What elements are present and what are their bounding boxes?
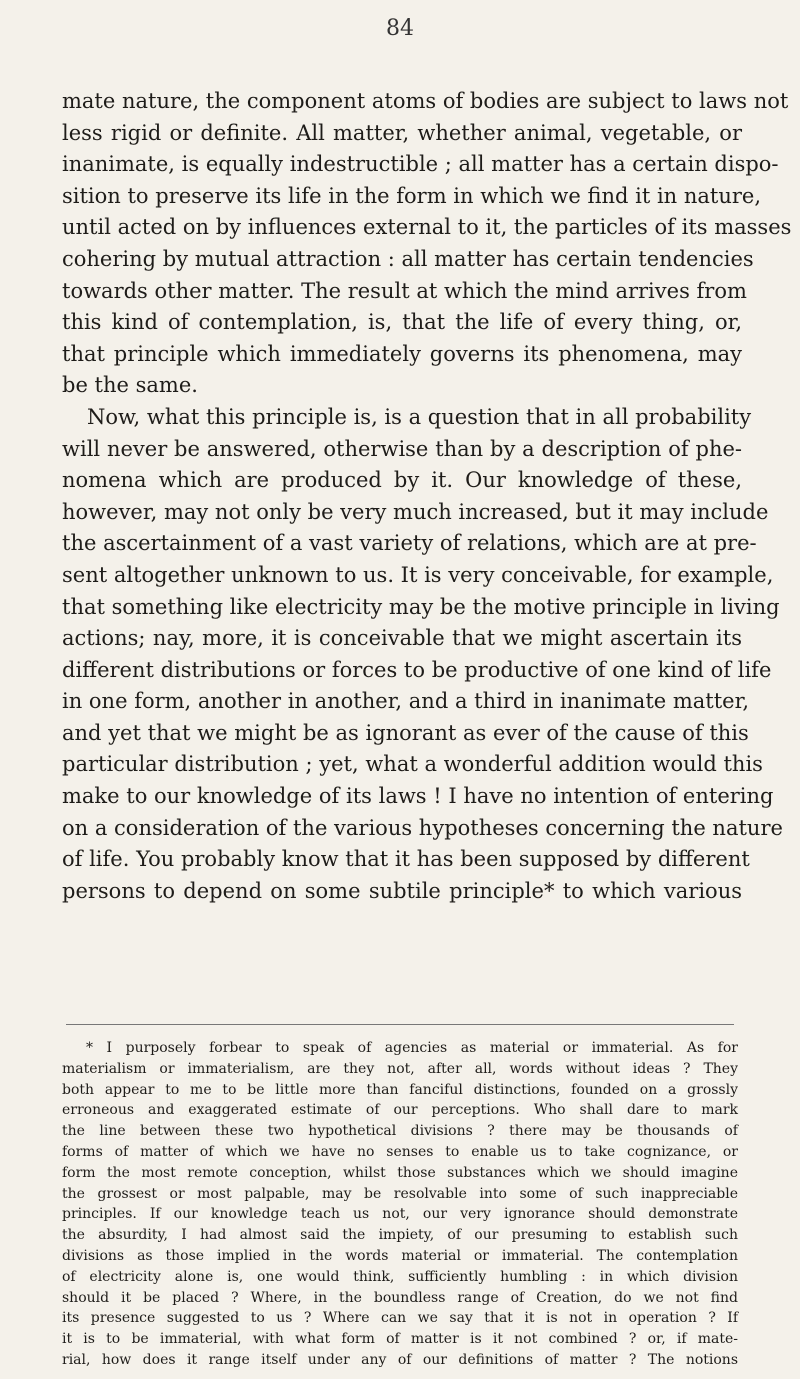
body-line: cohering by mutual attraction : all matter has certain tendencies — [62, 246, 754, 271]
footnote-line: erroneous and exaggerated estimate of our perceptions. Who shall dare to mark — [62, 1102, 738, 1119]
footnote-line: form the most remote conception, whilst those substances which we should imagine — [62, 1164, 738, 1181]
footnote-line: materialism or immaterialism, are they not, after all, words without ideas ? They — [62, 1060, 738, 1077]
body-line: nomena which are produced by it. Our knowledge of these, — [62, 468, 742, 493]
body-line: be the same. — [62, 373, 198, 398]
footnote-line: the line between these two hypothetical divisions ? there may be thousands of — [62, 1123, 738, 1140]
page-number: 84 — [386, 16, 414, 41]
footnote-divider — [66, 1024, 734, 1025]
body-line: mate nature, the component atoms of bodies are subject to laws not — [62, 89, 789, 113]
body-line: persons to depend on some subtile principle* to which various — [62, 878, 742, 903]
footnote-line: forms of matter of which we have no senses to enable us to take cognizance, or — [62, 1143, 738, 1160]
body-line: on a consideration of the various hypotheses concerning the nature — [62, 815, 783, 840]
body-line: this kind of contemplation, is, that the life of every thing, or, — [62, 310, 742, 335]
footnote-line: both appear to me to be little more than fanciful distinctions, founded on a grossly — [62, 1081, 738, 1098]
footnote — [62, 1038, 738, 1371]
body-line: however, may not only be very much increased, but it may include — [62, 499, 769, 524]
footnote-line: principles. If our knowledge teach us not, our very ignorance should demonstrate — [62, 1206, 738, 1223]
body-line: that principle which immediately governs its phenomena, may — [62, 341, 742, 366]
body-line: and yet that we might be as ignorant as ever of the cause of this — [62, 720, 749, 745]
body-text — [62, 86, 792, 907]
body-line: sent altogether unknown to us. It is very conceivable, for example, — [62, 562, 774, 587]
body-line: sition to preserve its life in the form in which we find it in nature, — [62, 183, 762, 208]
footnote-line: * I purposely forbear to speak of agencies as material or immaterial. As for — [86, 1040, 738, 1056]
body-line: inanimate, is equally indestructible ; all matter has a certain dispo- — [62, 152, 779, 177]
body-line: will never be answered, otherwise than by a description of phe- — [62, 436, 742, 461]
body-line: in one form, another in another, and a third in inanimate matter, — [62, 689, 750, 714]
footnote-line: divisions as those implied in the words material or immaterial. The contemplation — [62, 1247, 738, 1264]
body-line: Now, what this principle is, is a question that in all probability — [87, 404, 752, 429]
footnote-line: the grossest or most palpable, may be resolvable into some of such inappreciable — [62, 1185, 738, 1202]
body-line: different distributions or forces to be productive of one kind of life — [62, 657, 772, 682]
footnote-line: its presence suggested to us ? Where can we say that it is not in operation ? If — [62, 1310, 738, 1327]
body-line: less rigid or definite. All matter, whether animal, vegetable, or — [62, 120, 742, 145]
body-line: the ascertainment of a vast variety of relations, which are at pre- — [62, 531, 757, 556]
body-line: make to our knowledge of its laws ! I have no intention of entering — [62, 784, 774, 809]
body-line: that something like electricity may be the motive principle in living — [62, 594, 780, 619]
footnote-line: of electricity alone is, one would think, sufficiently humbling : in which division — [62, 1268, 738, 1285]
body-line: actions; nay, more, it is conceivable that we might ascertain its — [62, 626, 742, 651]
footnote-line: it is to be immaterial, with what form of matter is it not combined ? or, if mate- — [62, 1331, 738, 1348]
body-line: until acted on by influences external to it, the particles of its masses — [62, 215, 792, 240]
body-line: of life. You probably know that it has been supposed by different — [62, 847, 750, 872]
footnote-line: the absurdity, I had almost said the impiety, of our presuming to establish such — [62, 1227, 738, 1244]
body-line: particular distribution ; yet, what a wonderful addition would this — [62, 752, 763, 777]
footnote-line: should it be placed ? Where, in the boundless range of Creation, do we not find — [62, 1289, 738, 1306]
footnote-line: rial, how does it range itself under any of our definitions of matter ? The notions — [62, 1351, 738, 1368]
body-line: towards other matter. The result at which the mind arrives from — [62, 278, 747, 303]
